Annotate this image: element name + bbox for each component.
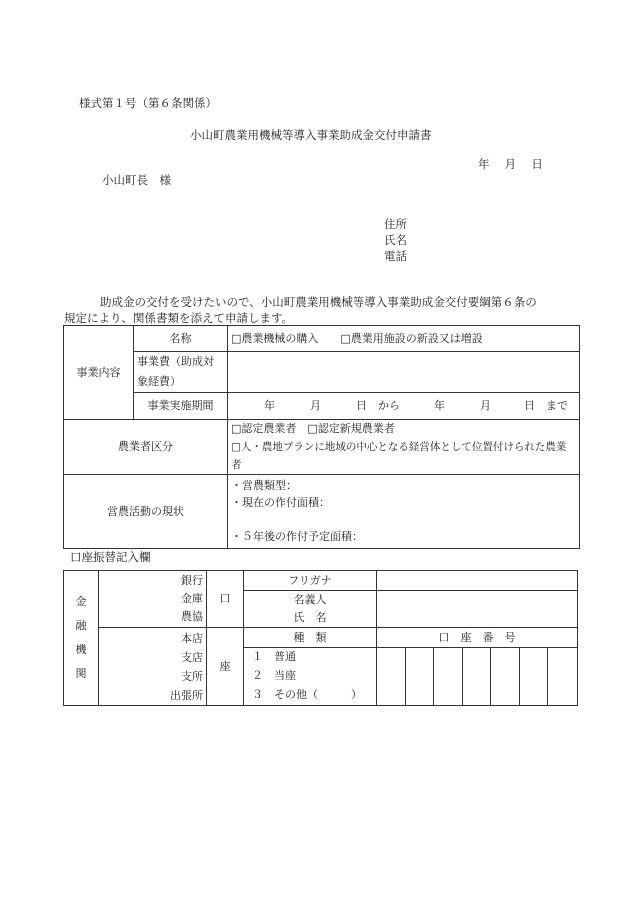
kind-option-checking[interactable]: ２ 当座	[244, 667, 377, 686]
farmer-option-2[interactable]: □人・農地プランに地域の中心となる経営体として位置付けられた農業者	[231, 441, 567, 471]
period-input[interactable]	[228, 393, 580, 420]
activity-label: 営農活動の現状	[64, 475, 228, 549]
branch-type-sub: 出張所	[170, 689, 203, 702]
application-table	[63, 325, 580, 549]
number-header: 口 座 番 号	[377, 628, 578, 648]
activity-type: ・営農類型：	[231, 479, 297, 492]
holder-label-line1: 名義人	[293, 593, 327, 606]
holder-input[interactable]	[377, 591, 578, 628]
institution-type-cell[interactable]	[99, 571, 207, 628]
branch-type-head: 本店	[181, 632, 203, 645]
document-title: 小山町農業用機械等導入事業助成金交付申請書	[190, 128, 432, 142]
period-year-1: 年	[264, 399, 275, 412]
applicant-phone-label: 電話	[384, 249, 407, 263]
period-year-2: 年	[434, 399, 445, 412]
date-month: 月	[504, 157, 517, 171]
holder-label	[244, 591, 377, 628]
branch-type-cell[interactable]	[99, 628, 207, 706]
bank-section-heading: 口座振替記入欄	[70, 550, 151, 564]
activity-future-area: ・５年後の作付予定面積：	[231, 530, 363, 543]
digit-2[interactable]	[406, 648, 434, 706]
cost-input[interactable]	[228, 352, 580, 393]
kind-option-regular[interactable]: １ 普通	[244, 648, 377, 667]
digit-6[interactable]	[520, 648, 548, 706]
branch-type-branch: 支店	[181, 651, 203, 664]
furigana-label: フリガナ	[244, 571, 377, 591]
period-day-until: 日 まで	[524, 399, 568, 412]
digit-4[interactable]	[463, 648, 491, 706]
fi-char-1: 金	[75, 595, 87, 608]
digit-5[interactable]	[491, 648, 520, 706]
inst-type-bank: 銀行	[181, 574, 203, 587]
furigana-input[interactable]	[377, 571, 578, 591]
inst-type-shinkin: 金庫	[181, 592, 203, 605]
financial-institution-label	[64, 571, 99, 706]
branch-type-office: 支所	[181, 670, 203, 683]
farmer-category-options[interactable]	[228, 420, 580, 475]
name-options[interactable]: □農業機械の購入 □農業用施設の新設又は増設	[228, 326, 580, 352]
fi-char-4: 関	[75, 667, 87, 680]
applicant-name-label: 氏名	[384, 233, 407, 247]
cost-label-line2: 象経費）	[137, 375, 181, 388]
date-day: 日	[531, 157, 543, 171]
fi-char-3: 機	[75, 643, 87, 656]
inst-type-nokyo: 農協	[181, 610, 203, 623]
project-content-label: 事業内容	[64, 326, 134, 420]
date-year: 年	[478, 157, 490, 171]
digit-1[interactable]	[377, 648, 406, 706]
digit-3[interactable]	[434, 648, 463, 706]
cost-label	[134, 352, 228, 393]
digit-7[interactable]	[548, 648, 578, 706]
period-label: 事業実施期間	[134, 393, 228, 420]
activity-input[interactable]	[228, 475, 580, 549]
applicant-address-label: 住所	[384, 217, 407, 231]
period-month-2: 月	[480, 399, 491, 412]
account-char-top: 口	[207, 571, 244, 628]
intro-line-1: 助成金の交付を受けたいので、小山町農業用機械等導入事業助成金交付要綱第６条の	[100, 295, 537, 309]
kind-option-other[interactable]: ３ その他（ ）	[244, 686, 377, 706]
farmer-option-1[interactable]: □認定農業者 □認定新規農業者	[231, 422, 395, 435]
period-day-from: 日 から	[356, 399, 400, 412]
holder-label-line2: 氏 名	[293, 611, 327, 624]
period-month-1: 月	[310, 399, 321, 412]
farmer-category-label: 農業者区分	[64, 420, 228, 475]
activity-current-area: ・現在の作付面積：	[231, 496, 330, 509]
form-number: 様式第１号（第６条関係）	[79, 96, 217, 110]
intro-line-2: 規定により、関係書類を添えて申請します。	[64, 311, 294, 325]
date-line	[478, 157, 543, 171]
bank-transfer-table	[63, 570, 578, 706]
name-label: 名称	[134, 326, 228, 352]
fi-char-2: 融	[75, 619, 87, 632]
account-char-bottom: 座	[207, 628, 244, 706]
kind-header: 種 類	[244, 628, 377, 648]
cost-label-line1: 事業費（助成対	[137, 355, 214, 368]
addressee: 小山町長 様	[102, 173, 171, 187]
